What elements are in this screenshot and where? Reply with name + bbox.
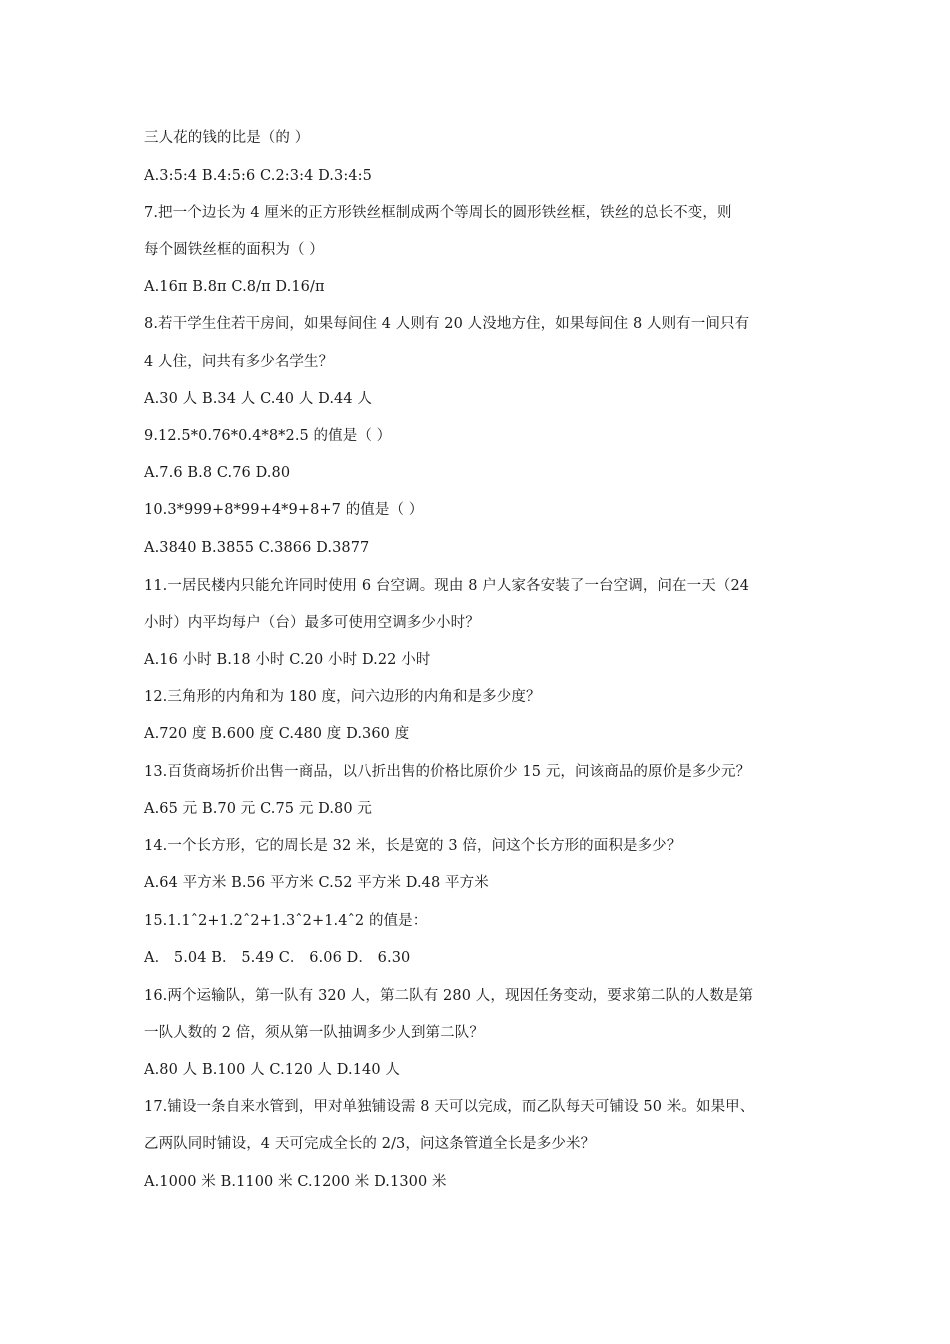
question-16-options: A.80 人 B.100 人 C.120 人 D.140 人 bbox=[144, 1062, 400, 1078]
question-6-stem-end: 三人花的钱的比是（的 ） bbox=[144, 130, 310, 146]
question-12-options: A.720 度 B.600 度 C.480 度 D.360 度 bbox=[144, 726, 410, 742]
question-6-options: A.3:5:4 B.4:5:6 C.2:3:4 D.3:4:5 bbox=[144, 168, 372, 184]
question-13-stem: 13.百货商场折价出售一商品，以八折出售的价格比原价少 15 元，问该商品的原价是多少元？ bbox=[144, 764, 751, 780]
question-11-stem-line-2: 小时）内平均每户（台）最多可使用空调多少小时？ bbox=[144, 615, 480, 631]
question-7-options: A.16π B.8π C.8/π D.16/π bbox=[144, 279, 325, 295]
question-8-options: A.30 人 B.34 人 C.40 人 D.44 人 bbox=[144, 391, 373, 407]
question-14-options: A.64 平方米 B.56 平方米 C.52 平方米 D.48 平方米 bbox=[144, 875, 489, 891]
question-10-options: A.3840 B.3855 C.3866 D.3877 bbox=[144, 540, 370, 556]
question-17-options: A.1000 米 B.1100 米 C.1200 米 D.1300 米 bbox=[144, 1174, 447, 1190]
question-15-options: A． 5.04 B． 5.49 C． 6.06 D． 6.30 bbox=[144, 950, 411, 966]
question-16-stem-line-2: 一队人数的 2 倍，须从第一队抽调多少人到第二队？ bbox=[144, 1025, 484, 1041]
question-10-stem: 10.3*999+8*99+4*9+8+7 的值是（ ） bbox=[144, 502, 424, 518]
question-9-stem: 9.12.5*0.76*0.4*8*2.5 的值是（ ） bbox=[144, 428, 392, 444]
question-17-stem-line-2: 乙两队同时铺设，4 天可完成全长的 2/3，问这条管道全长是多少米？ bbox=[144, 1136, 596, 1152]
question-7-stem-line-1: 7.把一个边长为 4 厘米的正方形铁丝框制成两个等周长的圆形铁丝框，铁丝的总长不变，则 bbox=[144, 205, 732, 221]
question-14-stem: 14.一个长方形，它的周长是 32 米，长是宽的 3 倍，问这个长方形的面积是多少？ bbox=[144, 838, 682, 854]
question-16-stem-line-1: 16.两个运输队，第一队有 320 人，第二队有 280 人，现因任务变动，要求第二队的人数是第 bbox=[144, 988, 754, 1004]
question-11-options: A.16 小时 B.18 小时 C.20 小时 D.22 小时 bbox=[144, 652, 431, 668]
question-9-options: A.7.6 B.8 C.76 D.80 bbox=[144, 465, 291, 481]
question-15-stem: 15.1.1ˆ2+1.2ˆ2+1.3ˆ2+1.4ˆ2 的值是： bbox=[144, 913, 428, 929]
question-12-stem: 12.三角形的内角和为 180 度，问六边形的内角和是多少度？ bbox=[144, 689, 541, 705]
question-7-stem-line-2: 每个圆铁丝框的面积为（ ） bbox=[144, 242, 324, 258]
question-11-stem-line-1: 11.一居民楼内只能允许同时使用 6 台空调。现由 8 户人家各安装了一台空调，问在一天（24 bbox=[144, 578, 750, 594]
question-8-stem-line-2: 4 人住，问共有多少名学生？ bbox=[144, 354, 334, 370]
question-8-stem-line-1: 8.若干学生住若干房间，如果每间住 4 人则有 20 人没地方住，如果每间住 8 人则有一间只有 bbox=[144, 316, 750, 332]
question-17-stem-line-1: 17.铺设一条自来水管到，甲对单独铺设需 8 天可以完成，而乙队每天可铺设 50 米。如果甲、 bbox=[144, 1099, 755, 1115]
question-13-options: A.65 元 B.70 元 C.75 元 D.80 元 bbox=[144, 801, 373, 817]
